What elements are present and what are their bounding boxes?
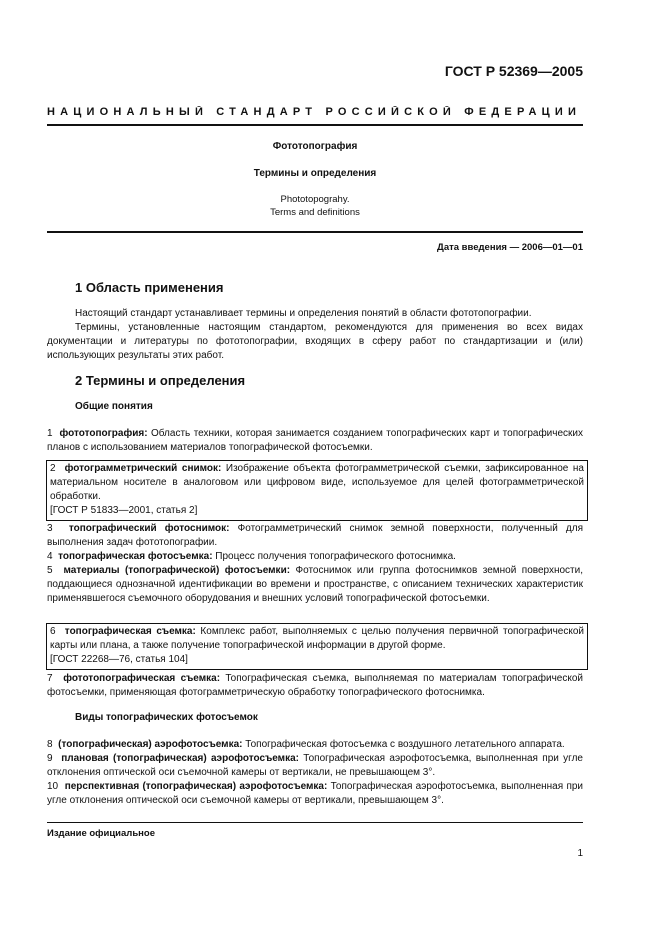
national-standard-banner: НАЦИОНАЛЬНЫЙ СТАНДАРТ РОССИЙСКОЙ ФЕДЕРАЦИИ: [47, 106, 582, 118]
term-entry-6-boxed: [46, 623, 588, 670]
term-definition: Топографическая фотосъемка с воздушного летательного аппарата.: [242, 739, 565, 750]
section-1-paragraph-1: Настоящий стандарт устанавливает термины и определения понятий в области фототопографии.: [75, 308, 532, 319]
term-number: 8: [47, 739, 53, 750]
subsection-general-concepts: Общие понятия: [75, 401, 153, 412]
term-entry-10: [47, 780, 583, 808]
term-entries-3-5: [47, 522, 583, 606]
term-name: (топографическая) аэрофотосъемка:: [58, 739, 243, 750]
term-name: топографическая съемка:: [64, 626, 196, 637]
term-number: 2: [50, 463, 56, 474]
english-title: [47, 193, 583, 219]
term-number: 6: [50, 626, 56, 637]
term-number: 9: [47, 753, 53, 764]
term-definition: Фотоснимок или группа фотоснимков земной поверхности, поддающиеся однозначной идентификации во времени и пространстве, с описанием технических характеристик применявшегося съемочного оборудования и внешних условий топографической фотосъемки.: [47, 565, 583, 604]
gost-number: ГОСТ Р 52369—2005: [444, 63, 583, 79]
term-number: 4: [47, 551, 53, 562]
term-name: материалы (топографической) фотосъемки:: [63, 565, 291, 576]
document-title: Фототопография: [272, 141, 358, 152]
term-name: топографический фотоснимок:: [68, 523, 230, 534]
page-number: 1: [577, 848, 583, 859]
section-1-heading: 1 Область применения: [75, 280, 224, 295]
term-entry-7: [47, 672, 583, 700]
term-entry-8: [47, 738, 583, 752]
term-name: перспективная (топографическая) аэрофотосъемка:: [64, 781, 328, 792]
term-number: 1: [47, 428, 53, 439]
term-entry-9: [47, 752, 583, 780]
official-edition-label: Издание официальное: [47, 828, 155, 839]
term-number: 3: [47, 523, 53, 534]
term-number: 7: [47, 673, 53, 684]
term-name: фототопографическая съемка:: [63, 673, 221, 684]
term-reference: [ГОСТ Р 51833—2001, статья 2]: [50, 505, 198, 516]
term-definition: Топографическая съемка, выполняемая по материалам топографической фотосъемки, применяющая фотограмметрическую обработку топографического фотоснимка.: [47, 673, 583, 698]
header-rule: [47, 124, 583, 126]
term-definition: Фотограмметрический снимок земной поверхности, полученный для выполнения задач фототопографии.: [47, 523, 584, 548]
term-definition: Изображение объекта фотограмметрической съемки, зафиксированное на материальном носителе в аналоговом или цифровом виде, используемое для целей фотограмметрической обработки.: [50, 463, 584, 502]
term-name: топографическая фотосъемка:: [58, 551, 213, 562]
term-name: фотограмметрический снимок:: [64, 463, 222, 474]
section-1-body: [47, 307, 583, 363]
term-definition: Комплекс работ, выполняемых с целью получения первичной топографической карты или плана, а также получение топографической информации в другой форме.: [50, 626, 584, 651]
term-definition: Область техники, которая занимается созданием топографических карт и топографических планов с использованием материалов топографической фотосъемки.: [47, 428, 583, 453]
term-entries-8-10: [47, 738, 583, 808]
document-subtitle: Термины и определения: [253, 168, 377, 179]
term-entry-5: [47, 564, 583, 606]
term-entry-3: [47, 522, 583, 550]
term-entry-1: [47, 427, 583, 455]
section-2-heading: 2 Термины и определения: [75, 373, 246, 388]
introduction-date: Дата введения — 2006—01—01: [437, 242, 583, 253]
term-number: 10: [47, 781, 59, 792]
term-name: фототопография:: [59, 428, 148, 439]
subsection-survey-types: Виды топографических фотосъемок: [75, 712, 258, 723]
term-reference: [ГОСТ 22268—76, статья 104]: [50, 654, 188, 665]
english-title-line2: Terms and definitions: [270, 207, 360, 218]
english-title-line1: Phototopograhy.: [280, 194, 350, 205]
term-definition: Процесс получения топографического фотоснимка.: [212, 551, 456, 562]
title-rule: [47, 231, 583, 233]
term-name: плановая (топографическая) аэрофотосъемка:: [61, 753, 299, 764]
term-definition: Топографическая аэрофотосъемка, выполненная при угле отклонения оптической оси съемочной камеры от вертикали, не превышающем 3°.: [47, 753, 583, 778]
term-entry-4: [47, 550, 583, 564]
footer-rule: [47, 822, 583, 823]
section-1-paragraph-2: Термины, установленные настоящим стандартом, рекомендуются для применения во всех видах документации и литературы по фототопографии, входящих в сферу работ по стандартизации и (или) использующих результаты этих работ.: [47, 322, 583, 361]
term-number: 5: [47, 565, 53, 576]
term-definition: Топографическая аэрофотосъемка, выполненная при угле отклонения оптической оси съемочной камеры от вертикали, превышающем 3°.: [47, 781, 583, 806]
term-entry-2-boxed: [46, 460, 588, 521]
